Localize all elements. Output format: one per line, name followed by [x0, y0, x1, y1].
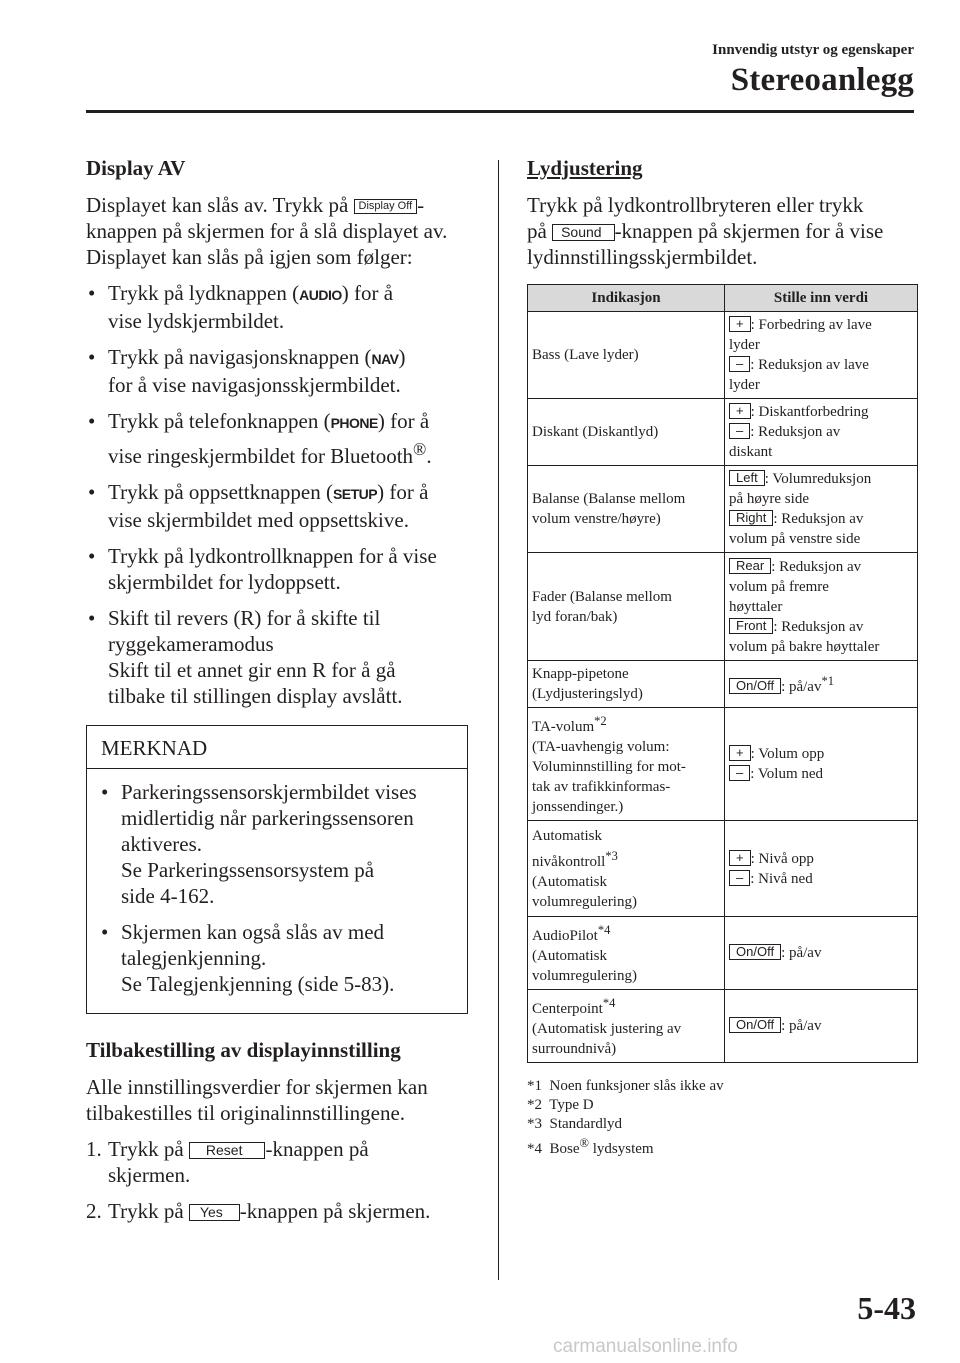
table-row	[528, 466, 918, 553]
note-item: • Skjermen kan også slås av med talegjenkjenning. Se Talegjenkjenning (side 5-83).	[101, 920, 395, 996]
value-cell: On/Off : på/av	[725, 917, 918, 990]
note-title: MERKNAD	[87, 726, 467, 769]
sound-button[interactable]: Sound	[552, 224, 614, 241]
bullet: •	[88, 606, 96, 630]
bullet: •	[88, 281, 96, 305]
display-off-heading: Display AV	[86, 156, 186, 180]
value-cell: + : Forbedring av lave lyder – : Reduksjon av lave lyder	[725, 312, 918, 399]
footnote: *1 Noen funksjoner slås ikke av	[527, 1078, 724, 1094]
setting-button[interactable]: +	[729, 745, 751, 761]
sound-adjust-heading: Lydjustering	[527, 156, 643, 180]
setup-button-glyph: SETUP	[332, 486, 378, 502]
value-cell: On/Off : $på/av^{*1}$	[725, 661, 918, 708]
column-divider	[498, 160, 499, 1280]
bullet: •	[88, 345, 96, 369]
col-header-value: Stille inn verdi	[725, 285, 918, 312]
table-row	[528, 708, 918, 821]
setting-button[interactable]: On/Off	[729, 944, 781, 960]
setting-button[interactable]: Front	[729, 618, 773, 634]
bullet: •	[88, 544, 96, 568]
table-body	[528, 312, 918, 1063]
step-item: 2. Trykk på Yes -knappen på skjermen.	[86, 1199, 431, 1223]
indication-cell: Bass (Lave lyder)	[528, 312, 725, 399]
setting-button[interactable]: +	[729, 403, 751, 419]
setting-button[interactable]: –	[729, 423, 750, 439]
bullet: •	[101, 920, 109, 944]
value-cell: + : Nivå opp – : Nivå ned	[725, 821, 918, 917]
table-row	[528, 399, 918, 466]
setting-button[interactable]: Right	[729, 510, 773, 526]
setting-button[interactable]: Left	[729, 470, 765, 486]
value-cell: Left : Volumreduksjon på høyre side Right : Reduksjon av volum på venstre side	[725, 466, 918, 553]
indication-cell: Knapp-pipetone (Lydjusteringslyd)	[528, 661, 725, 708]
page-number: 5-43	[857, 1290, 916, 1326]
table-header-row	[528, 285, 918, 312]
display-off-button[interactable]: Display Off	[354, 199, 418, 214]
header-rule	[86, 110, 914, 113]
note-box	[86, 725, 468, 1014]
step-item: 1. Trykk på Reset -knappen på skjermen.	[86, 1137, 369, 1187]
display-off-paragraph: Displayet kan slås av. Trykk på Display Off - knappen på skjermen for å slå displayet av. Displayet kan slås på igjen som følger:	[86, 193, 448, 269]
indication-cell: Diskant (Diskantlyd)	[528, 399, 725, 466]
reset-paragraph: Alle innstillingsverdier for skjermen kan tilbakestilles til originalinnstillingene.	[86, 1075, 428, 1125]
right-column	[527, 154, 918, 1159]
footnotes	[527, 1077, 918, 1159]
footnote: *2 Type D	[527, 1097, 594, 1113]
yes-button[interactable]: Yes	[189, 1204, 240, 1221]
note-body	[87, 769, 467, 1013]
bullet: •	[101, 780, 109, 804]
list-item: • Trykk på navigasjonsknappen (NAV) for å vise navigasjonsskjermbildet.	[88, 345, 406, 397]
reset-steps	[86, 1136, 474, 1224]
running-header-title: Stereoanlegg	[730, 62, 914, 98]
cross-reference: Se Parkeringssensorsystem på	[121, 858, 375, 882]
left-column	[86, 154, 474, 1234]
running-header-section: Innvendig utstyr og egenskaper	[712, 42, 914, 58]
table-row	[528, 661, 918, 708]
table-row	[528, 917, 918, 990]
indication-cell: TA-volum$^{*2}$ (TA-uavhengig volum: Voluminnstilling for mot- tak av trafikkinformas- jonssendinger.)	[528, 708, 725, 821]
value-cell: + : Diskantforbedring – : Reduksjon av diskant	[725, 399, 918, 466]
nav-button-glyph: NAV	[371, 351, 399, 367]
cross-reference: Se Talegjenkjenning (side 5-83).	[121, 972, 395, 996]
setting-button[interactable]: Rear	[729, 558, 771, 574]
setting-button[interactable]: –	[729, 870, 750, 886]
note-item: • Parkeringssensorskjermbildet vises midlertidig når parkeringssensoren aktiveres. Se Parkeringssensorsystem på side 4-162.	[101, 780, 417, 908]
setting-button[interactable]: On/Off	[729, 1017, 781, 1033]
setting-button[interactable]: On/Off	[729, 678, 781, 694]
setting-button[interactable]: –	[729, 356, 750, 372]
list-item: • Trykk på telefonknappen (PHONE) for å vise ringeskjermbildet for Bluetooth®.	[88, 409, 432, 468]
setting-button[interactable]: –	[729, 765, 750, 781]
phone-button-glyph: PHONE	[330, 415, 378, 431]
display-on-list	[86, 280, 474, 709]
bullet: •	[88, 480, 96, 504]
list-item: • Trykk på oppsettknappen (SETUP) for å vise skjermbildet med oppsettskive.	[88, 480, 429, 532]
bullet: •	[88, 409, 96, 433]
list-item: • Trykk på lydkontrollknappen for å vise skjermbildet for lydoppsett.	[88, 544, 437, 594]
indication-cell: Automatisk nivåkontroll$^{*3}$ (Automatisk volumregulering)	[528, 821, 725, 917]
indication-cell: Centerpoint$^{*4}$ (Automatisk justering av surroundnivå)	[528, 990, 725, 1063]
sound-adjust-intro: Trykk på lydkontrollbryteren eller trykk på Sound -knappen på skjermen for å vise lydinnstillingsskjermbildet.	[527, 193, 884, 269]
list-item: • Skift til revers (R) for å skifte til ryggekameramodus Skift til et annet gir enn R for å gå tilbake til stillingen display avslått.	[88, 606, 403, 708]
list-item: • Trykk på lydknappen (AUDIO) for å vise lydskjermbildet.	[88, 281, 394, 333]
table-row	[528, 312, 918, 399]
audio-button-glyph: AUDIO	[299, 287, 342, 303]
watermark: carmanualsonline.info	[553, 1336, 738, 1357]
indication-cell: AudioPilot$^{*4}$ (Automatisk volumregulering)	[528, 917, 725, 990]
value-cell: + : Volum opp – : Volum ned	[725, 708, 918, 821]
reset-button[interactable]: Reset	[189, 1142, 266, 1159]
setting-button[interactable]: +	[729, 316, 751, 332]
table-row	[528, 821, 918, 917]
table-row	[528, 990, 918, 1063]
reset-heading: Tilbakestilling av displayinnstilling	[86, 1038, 401, 1062]
footnote: *4 Bose® lydsystem	[527, 1136, 654, 1157]
value-cell: On/Off : på/av	[725, 990, 918, 1063]
setting-button[interactable]: +	[729, 850, 751, 866]
indication-cell: Fader (Balanse mellom lyd foran/bak)	[528, 553, 725, 661]
footnote: *3 Standardlyd	[527, 1116, 622, 1132]
value-cell: Rear : Reduksjon av volum på fremre høyttaler Front : Reduksjon av volum på bakre høyttaler	[725, 553, 918, 661]
table-row	[528, 553, 918, 661]
sound-settings-table	[527, 284, 918, 1063]
col-header-indication: Indikasjon	[528, 285, 725, 312]
indication-cell: Balanse (Balanse mellom volum venstre/høyre)	[528, 466, 725, 553]
